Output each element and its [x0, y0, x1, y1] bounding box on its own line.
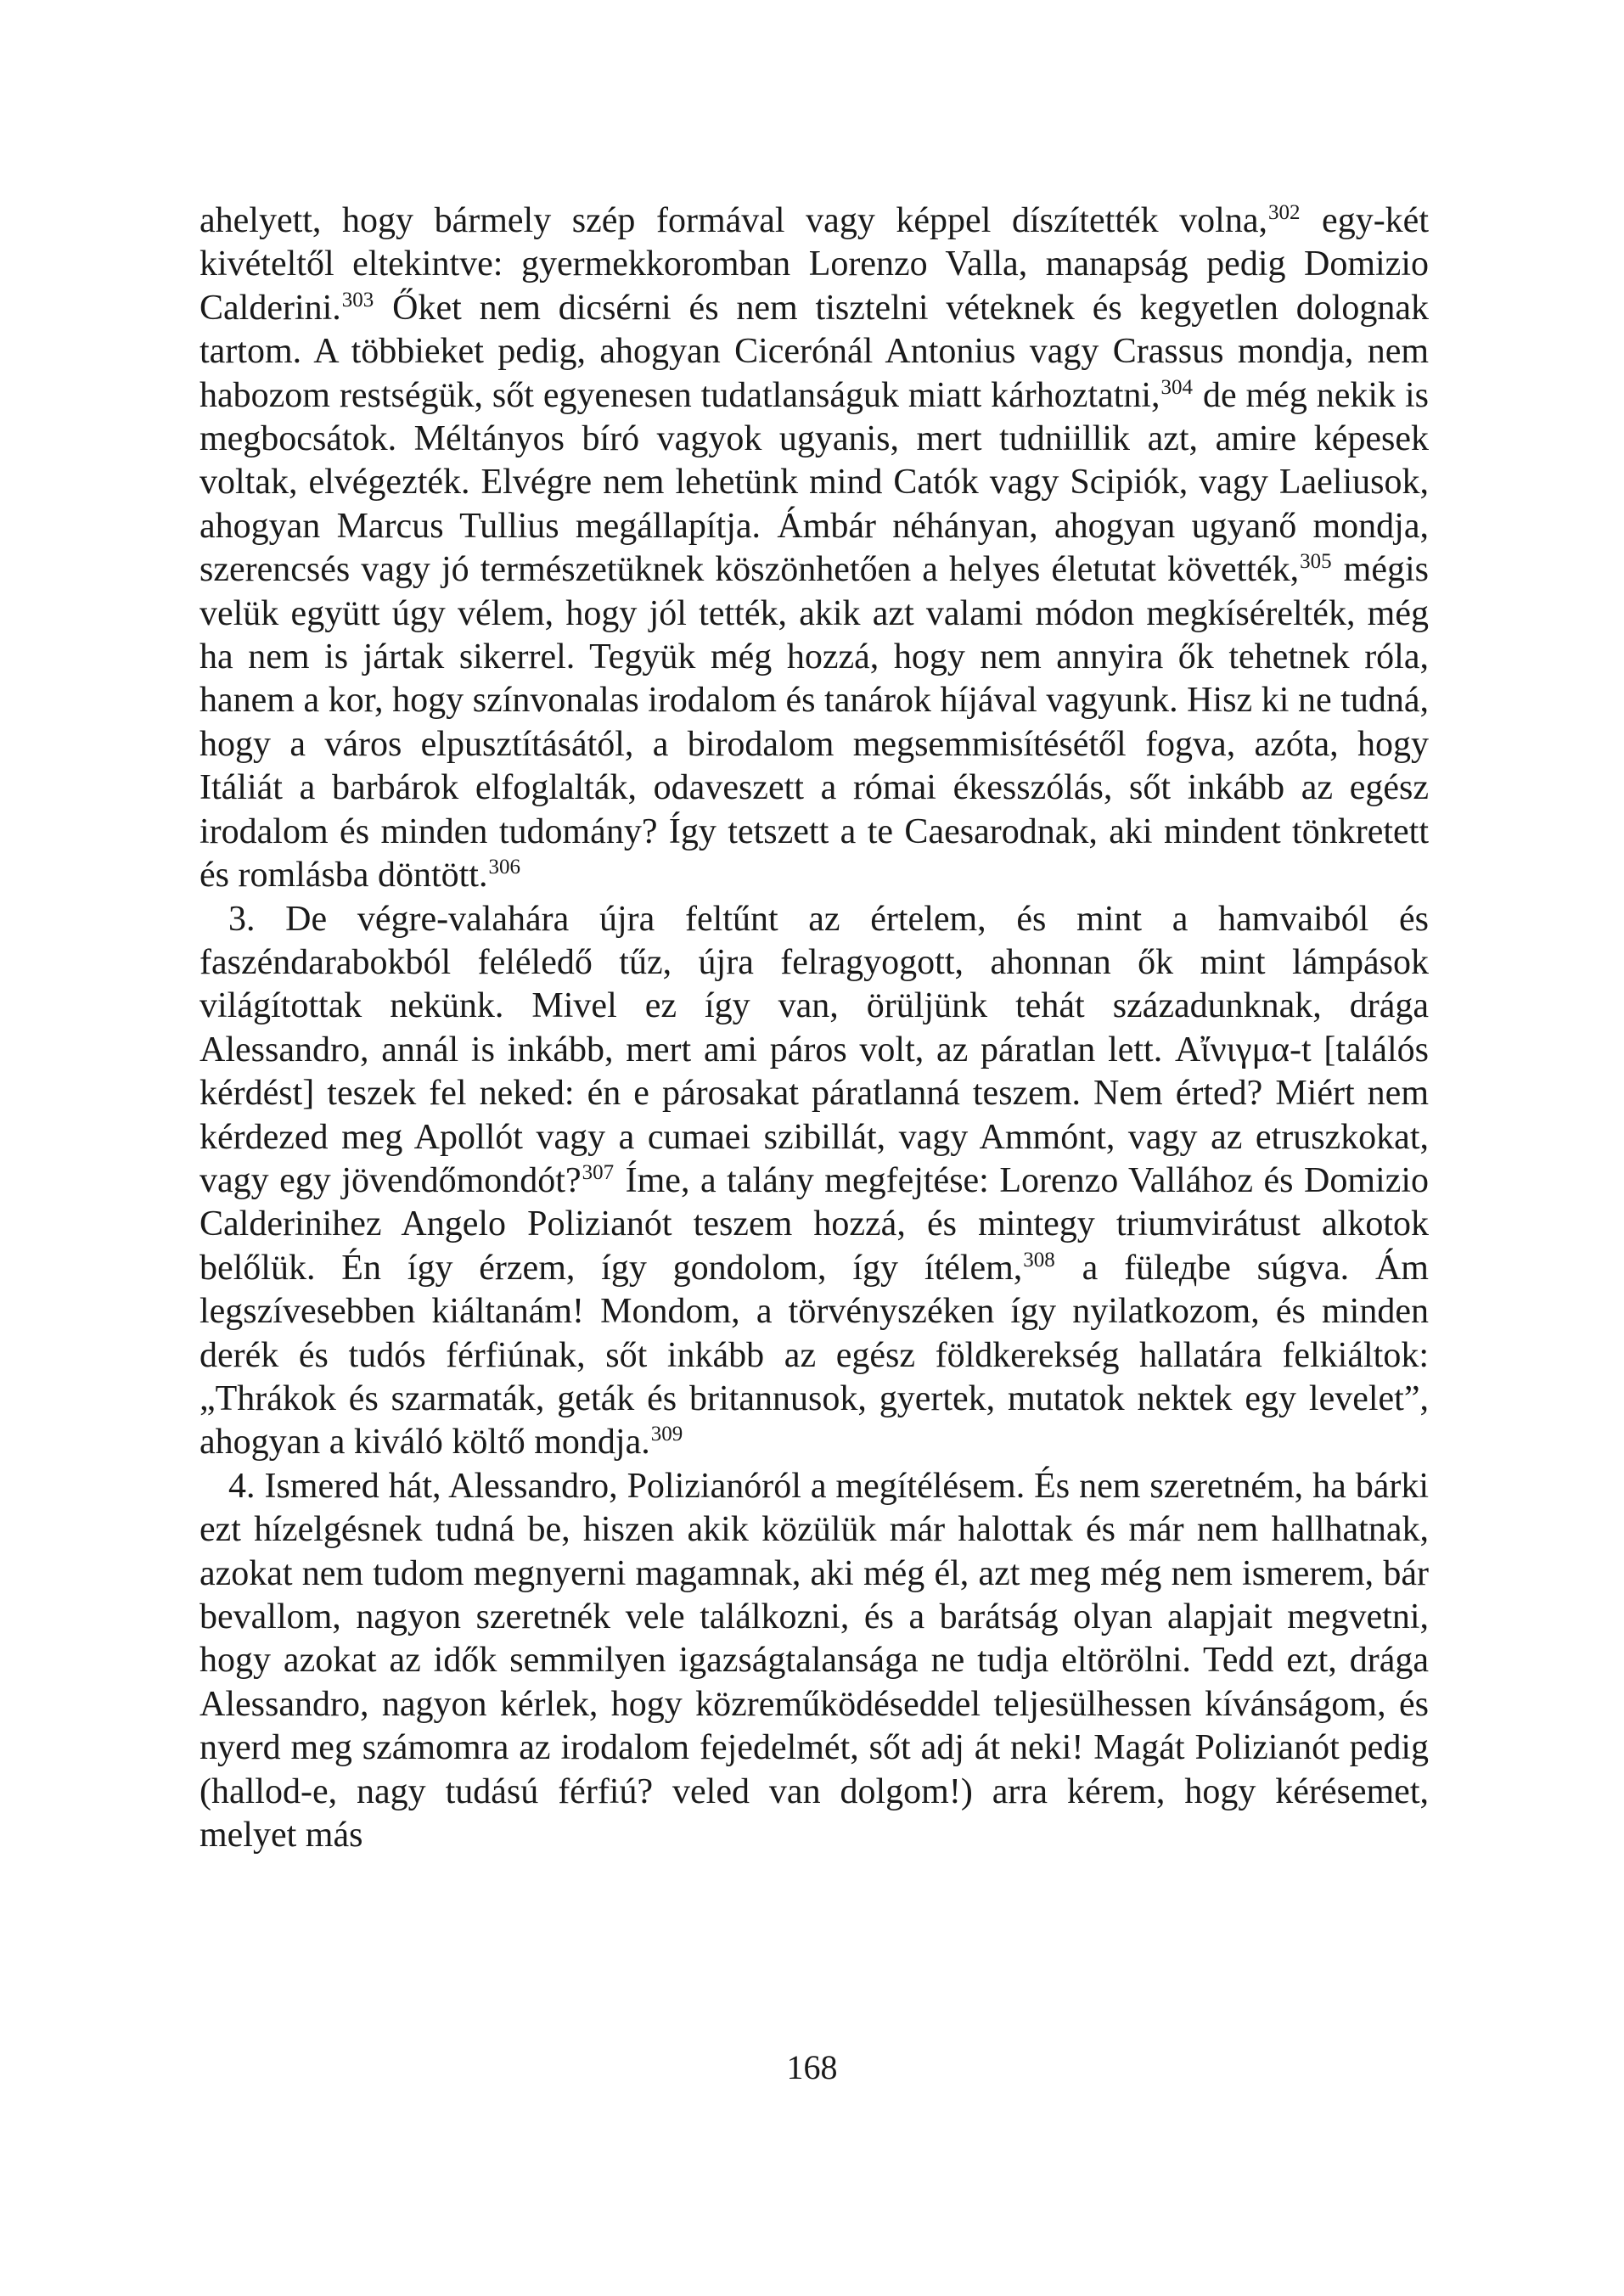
footnote-marker: 302: [1267, 201, 1301, 224]
footnote-marker: 307: [582, 1160, 615, 1184]
paragraph: [199, 1465, 1429, 1858]
paragraph-text: mégis velük együtt úgy vélem, hogy jól tették, akik azt valami módon megkísérelték, még ha nem is jártak sikerrel. Tegyük még hozzá, hogy nem annyira ők tehetnek róla, hanem a kor, hogy színvonalas irodalom és tanárok híjával vagyunk. Hisz ki ne tudná, hogy a város elpusztításától, a birodalom megsemmisítésétől fogva, azóta, hogy Itáliát a barbárok elfoglalták, odaveszett a római ékesszólás, sőt inkább az egész irodalom és minden tudomány? Így tetszett a te Caesarodnak, aki mindent tönkretett és romlásba döntött.: [199, 550, 1430, 895]
footnote-marker: 304: [1160, 375, 1194, 399]
page-number: 168: [786, 2048, 838, 2086]
paragraph-text: 3. De végre-valahára újra feltűnt az értelem, és mint a hamvaiból és faszéndarabokból feléledő tűz, újra felragyogott, ahonnan ők mint lámpások világítottak nekünk. Mivel ez így van, örüljünk tehát századunknak, drága Alessandro, annál is inkább, mert ami páros volt, az páratlan lett. Αἴνιγμα-t [találós kérdést] teszek fel neked: én e párosakat páratlanná teszem. Nem érted? Miért nem kérdezed meg Apollót vagy a cumaei szibillát, vagy Ammónt, vagy az etruszkokat, vagy egy jövendőmondót?: [199, 899, 1429, 1200]
paragraph-text: ahelyett, hogy bármely szép formával vagy képpel díszítették volna,: [199, 201, 1267, 240]
paragraph-text: Íme, a talány megfejtése: Lorenzo Vallához és Domizio Calderinihez Angelo Polizianót teszem hozzá, és mintegy triumvirátust alkotok belőlük. Én így érzem, így gondolom, így ítélem,: [199, 1160, 1430, 1288]
footnote-marker: 306: [488, 856, 520, 879]
footnote-marker: 305: [1300, 550, 1332, 574]
footnote-marker: 303: [341, 288, 374, 312]
paragraph-text: 4. Ismered hát, Alessandro, Polizianóról a megítélésem. És nem szeretném, ha bárki ezt hízelgésnek tudná be, hiszen akik közülük már halottak és már nem hallhatnak, azokat nem tudom megnyerni magamnak, aki még él, azt meg még nem ismerem, bár bevallom, nagyon szeretnék vele találkozni, és a barátság olyan alapjait megvetni, hogy azokat az idők semmilyen igazságtalansága ne tudja eltörölni. Tedd ezt, drága Alessandro, nagyon kérlek, hogy közreműködéseddel teljesülhessen kívánságom, és nyerd meg számomra az irodalom fejedelmét, sőt adj át neki! Magát Polizianót pedig (hallod-e, nagy tudású férfiú? veled van dolgom!) arra kérem, hogy kérésemet, melyet más: [199, 1466, 1429, 1855]
paragraph-text: Őket nem dicsérni és nem tisztelni véteknek és kegyetlen dolognak tartom. A többieket pedig, ahogyan Cicerónál Antonius vagy Crassus mondja, nem habozom restségük, sőt egyenesen tudatlanságuk miatt kárhoztatni,: [199, 288, 1429, 415]
paragraph: [199, 898, 1429, 1465]
footnote-marker: 308: [1023, 1248, 1055, 1272]
page-body: [199, 199, 1429, 1857]
paragraph-text: a fülедbe súgva. Ám legszívesebben kiáltanám! Mondom, a törvényszéken így nyilatkozom, és minden derék és tudós férfiúnak, sőt inkább az egész földkerekség hallatára felkiáltok: „Thrákok és szarmaták, geták és britannusok, gyertek, mutatok nektek egy levelet”, ahogyan a kiváló költő mondja.: [199, 1248, 1429, 1462]
footnote-marker: 309: [650, 1423, 683, 1446]
paragraph-text: egy-két kivételtől eltekintve: gyermekkoromban Lorenzo Valla, manapság pedig Domizio Calderini.: [199, 201, 1429, 328]
paragraph: [199, 199, 1429, 898]
paragraph-text: de még nekik is megbocsátok. Méltányos bíró vagyok ugyanis, mert tudniillik azt, amire képesek voltak, elvégezték. Elvégre nem lehetünk mind Catók vagy Scipiók, vagy Laeliusok, ahogyan Marcus Tullius megállapítja. Ámbár néhányan, ahogyan ugyanő mondja, szerencsés vagy jó természetüknek köszönhetően a helyes életutat követték,: [199, 375, 1429, 590]
